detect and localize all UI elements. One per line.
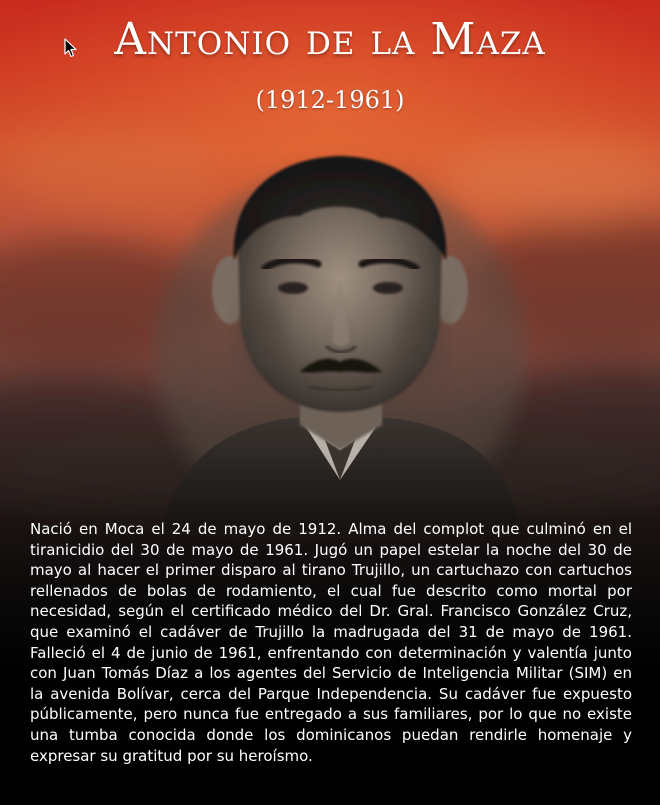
portrait-photo [150, 150, 530, 530]
biography-text: Nació en Moca el 24 de mayo de 1912. Alma del complot que culminó en el tiranicidio del 30 de mayo de 1961. Jugó un papel estelar la noche del 30 de mayo al hacer el primer disparo al tirano Trujillo, un cartuchazo con cartuchos rellenados de bolas de rodamiento, el cual fue descrito como mortal por necesidad, según el certificado médico del Dr. Gral. Francisco González Cruz, que examinó el cadáver de Trujillo la madrugada del 31 de mayo de 1961. Falleció el 4 de junio de 1961, enfrentando con determinación y valentía junto con Juan Tomás Díaz a los agentes del Servicio de Inteligencia Militar (SIM) en la avenida Bolívar, cerca del Parque Independencia. Su cadáver fue expuesto públicamente, pero nunca fue entregado a sus familiares, por lo que no existe una tumba conocida donde los dominicanos puedan rendirle homenaje y expresar su gratitud por su heroísmo. [30, 520, 632, 765]
life-years: (1912-1961) [255, 86, 405, 114]
page-title: Antonio de la Maza [114, 14, 546, 65]
